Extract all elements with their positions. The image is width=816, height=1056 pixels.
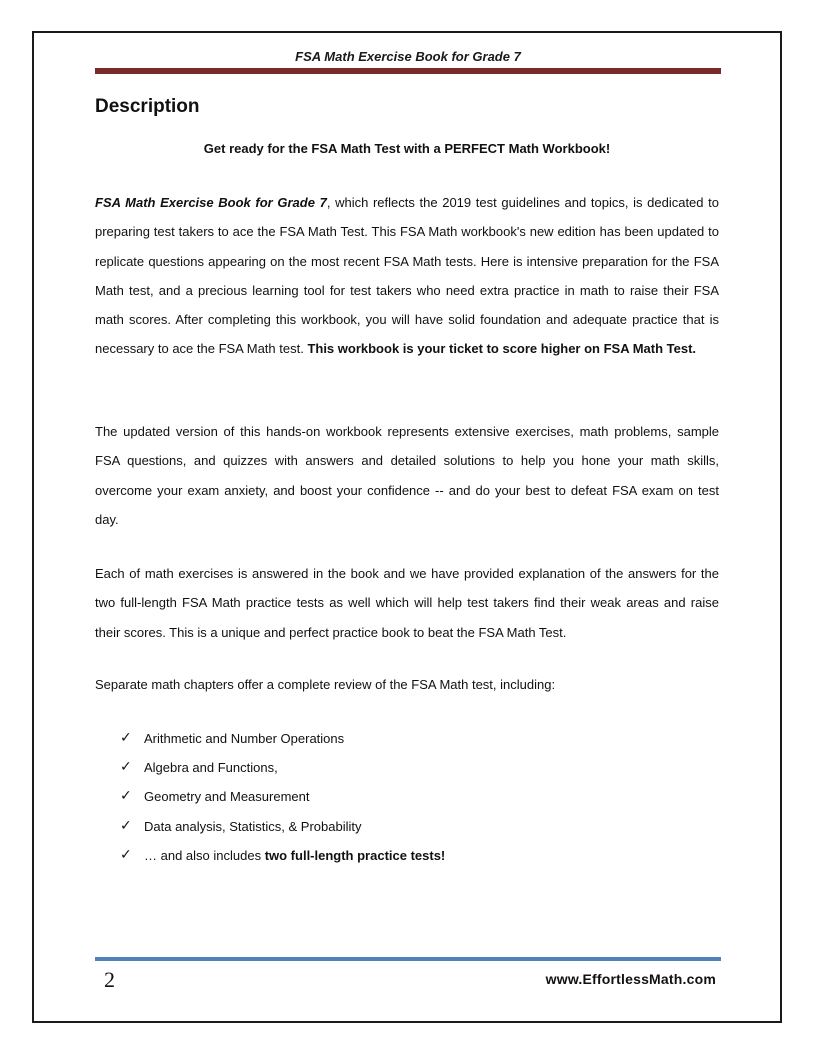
book-title-italic: FSA Math Exercise Book for Grade 7 <box>95 195 327 210</box>
page-number: 2 <box>104 967 115 992</box>
list-item-label <box>144 841 445 870</box>
paragraph-1-closing: This workbook is your ticket to score higher on FSA Math Test. <box>307 341 697 357</box>
list-item-label: Geometry and Measurement <box>144 789 310 805</box>
checkmark-icon: ✓ <box>120 759 132 776</box>
checkmark-icon: ✓ <box>120 846 132 863</box>
running-header: FSA Math Exercise Book for Grade 7 <box>295 49 521 64</box>
list-item-label: Data analysis, Statistics, & Probability <box>144 818 362 834</box>
list-item-label: Arithmetic and Number Operations <box>144 731 345 746</box>
header-rule <box>95 68 721 74</box>
list-item <box>120 782 445 811</box>
paragraph-3: Each of math exercises is answered in the book and we have provided explanation of the answers for the two full-length FSA Math practice tests as well which will help test takers find their weak areas and raise their scores. This is a unique and perfect practice book to beat the FSA Math Test. <box>95 566 719 640</box>
list-item <box>120 841 445 870</box>
list-item-bold: two full-length practice tests! <box>264 847 446 863</box>
list-item <box>120 753 445 782</box>
list-item-label: Algebra and Functions, <box>144 760 278 776</box>
tagline: Get ready for the FSA Math Test with a PERFECT Math Workbook! <box>203 141 611 156</box>
paragraph-1-text: , which reflects the 2019 test guidelines and topics, is dedicated to preparing test takers to ace the FSA Math Test. This FSA Math workbook's new edition has been updated to replicate questions appearing on the most recent FSA Math tests. Here is intensive preparation for the FSA Math test, and a precious learning tool for test takers who need extra practice in math to raise their FSA math scores. After completing this workbook, you will have solid foundation and adequate practice that is necessary to ace the FSA Math test. <box>95 195 720 357</box>
list-item-prefix: … and also includes <box>144 847 265 863</box>
topic-list <box>120 724 445 870</box>
list-item <box>120 812 445 841</box>
checkmark-icon: ✓ <box>120 730 132 746</box>
paragraph-4: Separate math chapters offer a complete review of the FSA Math test, including: <box>95 677 556 692</box>
website-url: www.EffortlessMath.com <box>545 971 716 987</box>
checkmark-icon: ✓ <box>120 817 132 834</box>
list-item <box>120 724 445 753</box>
section-title: Description <box>95 96 200 117</box>
paragraph-2: The updated version of this hands-on workbook represents extensive exercises, math problems, sample FSA questions, and quizzes with answers and detailed solutions to help you hone your math skills, overcome your exam anxiety, and boost your confidence -- and do your best to defeat FSA exam on test day. <box>95 424 719 527</box>
footer-rule <box>95 957 721 961</box>
checkmark-icon: ✓ <box>120 788 132 805</box>
paragraph-1 <box>95 188 719 364</box>
